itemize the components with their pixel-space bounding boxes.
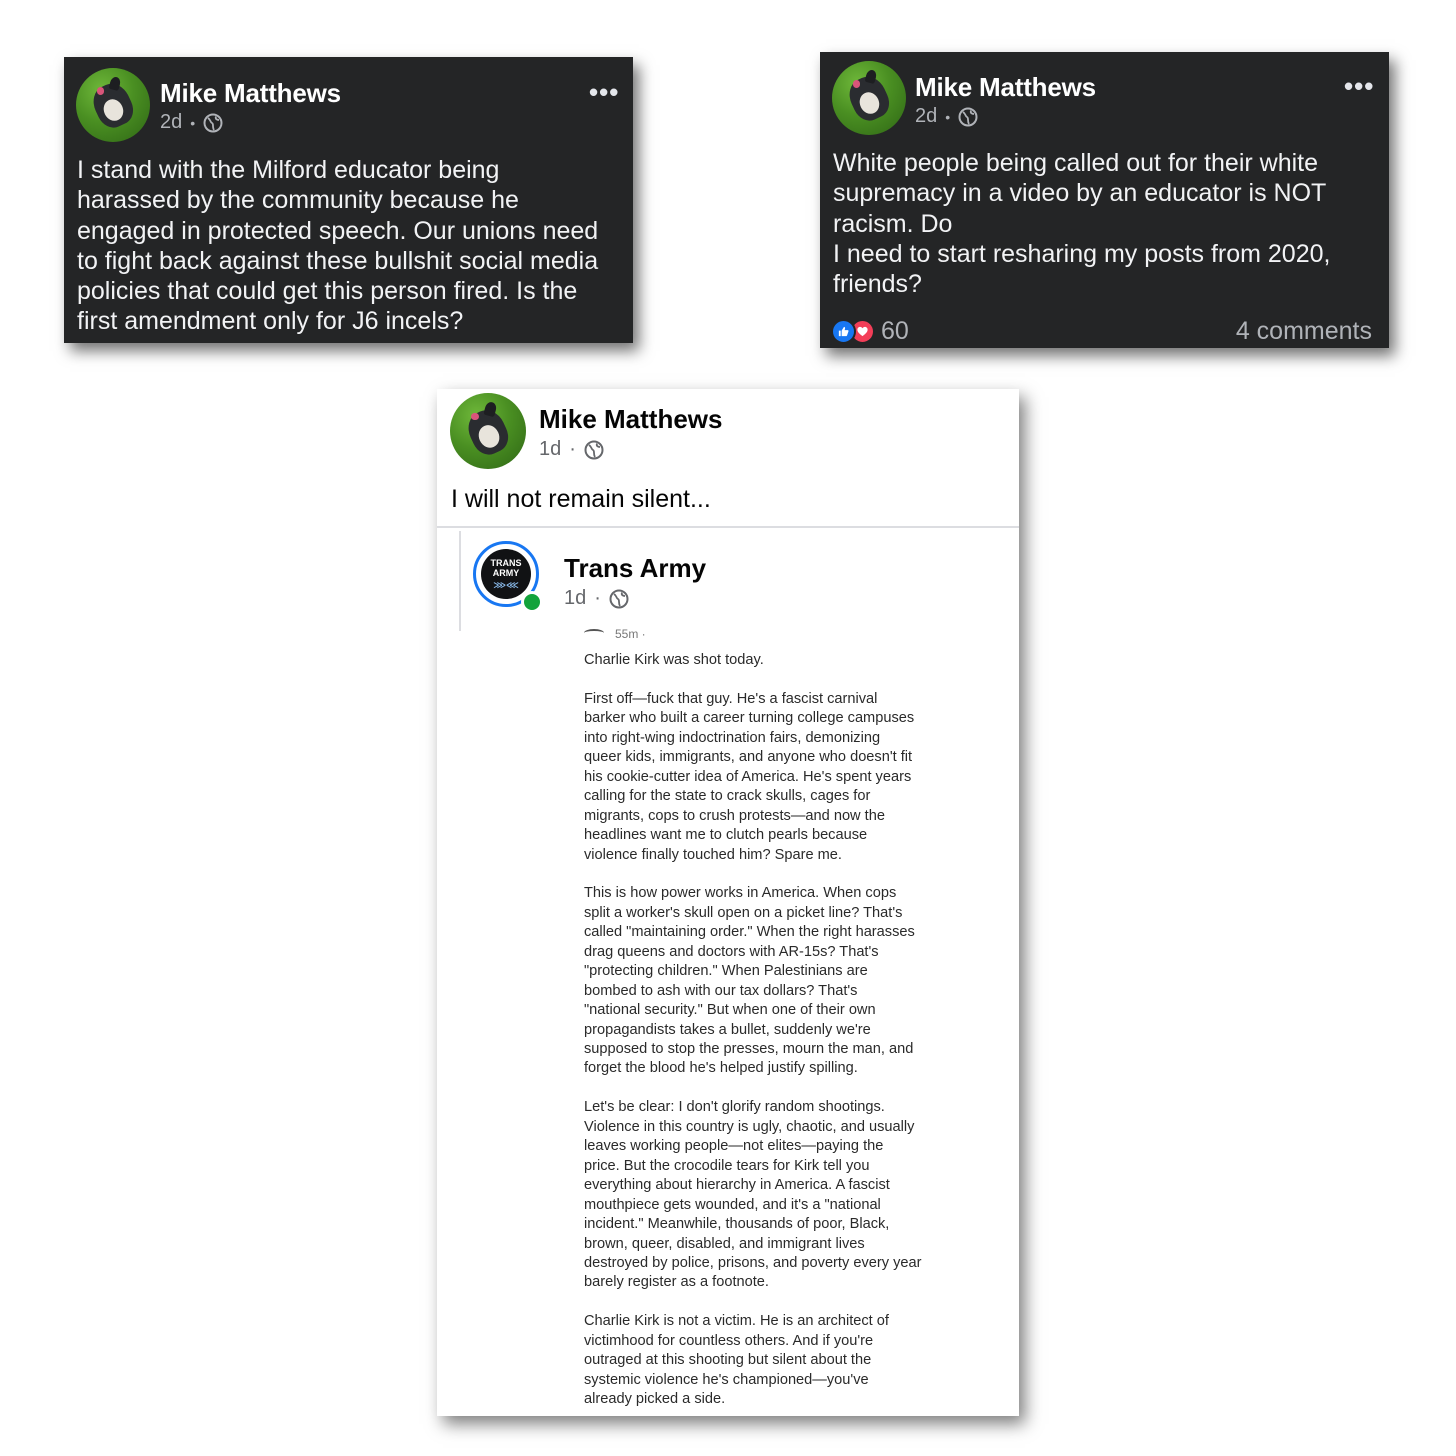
author-avatar[interactable] (450, 393, 526, 469)
more-options-icon[interactable]: ••• (1344, 71, 1375, 101)
essay-paragraph: This is how power works in America. When cops split a worker's skull open on a picket line? That's called "maintaining order." When the right harasses drag queens and doctors with AR-15s? That's "protecting children." When Palestinians are bombed to ash with our tax dollars? That's "national security." But when one of their own propagandists takes a bullet, suddenly we're supposed to stop the presses, mourn the man, and forget the blood he's helped justify spilling. (584, 885, 915, 1077)
globe-icon (203, 113, 223, 133)
post-text: White people being called out for their white supremacy in a video by an educator is NOT racism. Do I need to start resharing my posts from 2020, friends? (833, 149, 1331, 299)
more-options-icon[interactable]: ••• (589, 77, 620, 107)
essay-paragraph: First off—fuck that guy. He's a fascist carnival barker who built a career turning college campuses into right-wing indoctrination fairs, demonizing queer kids, immigrants, and anyone who doesn't fit his cookie-cutter idea of America. He's spent years calling for the state to crack skulls, cages for migrants, cops to crush protests—and now the headlines want me to clutch pearls because violence finally touched him? Spare me. (584, 690, 915, 863)
dog-tongue (97, 87, 104, 94)
meta-separator: • (190, 114, 196, 131)
shared-page-name[interactable]: Trans Army (564, 553, 707, 583)
globe-icon (609, 589, 629, 609)
post-text: I stand with the Milford educator being harassed by the community because he engaged in protected speech. Our unions need to fight back against these bullshit social media policies that could get this person fired. Is the first amendment only for J6 incels? (77, 156, 599, 336)
post-time[interactable]: 1d (539, 438, 562, 460)
meta-separator: · (569, 438, 576, 460)
logo-text-line2: ARMY (492, 568, 520, 578)
dog-tongue (471, 413, 479, 421)
comments-link[interactable]: 4 comments (1235, 317, 1372, 345)
author-avatar[interactable] (832, 61, 906, 135)
author-name[interactable]: Mike Matthews (539, 404, 723, 434)
post-time[interactable]: 2d (915, 105, 938, 127)
shared-post-meta (564, 587, 629, 610)
author-name[interactable]: Mike Matthews (915, 72, 1096, 102)
essay-paragraph: Charlie Kirk was shot today. (584, 652, 764, 668)
essay-paragraph: Let's be clear: I don't glorify random shootings. Violence in this country is ugly, chaotic, and usually leaves working people—not elites—paying the price. But the crocodile tears for Kirk tell you everything about hierarchy in America. A fascist mouthpiece gets wounded, and it's a "national incident." Meanwhile, thousands of poor, Black, brown, queer, disabled, and immigrant lives destroyed by police, prisons, and poverty every year barely register as a footnote. (584, 1099, 922, 1291)
post-time[interactable]: 2d (160, 111, 183, 133)
post-card-3 (437, 389, 1019, 1416)
logo-text-line1: TRANS (490, 558, 522, 568)
author-name[interactable]: Mike Matthews (160, 78, 341, 108)
shared-post-time[interactable]: 1d (564, 587, 587, 609)
reactions-summary[interactable] (831, 317, 909, 346)
globe-icon (958, 107, 978, 127)
globe-icon (584, 440, 604, 460)
meta-separator: • (945, 108, 951, 125)
post-meta (160, 111, 223, 134)
post-text: I will not remain silent... (451, 485, 711, 513)
post-card-2 (820, 52, 1389, 348)
screenshot-essay (584, 651, 944, 1416)
divider (437, 526, 1019, 528)
reaction-count: 60 (881, 317, 909, 345)
cropped-avatar-edge (584, 629, 604, 637)
author-avatar[interactable] (76, 68, 150, 142)
post-meta (539, 438, 604, 461)
online-status-icon (521, 591, 543, 613)
trans-army-logo (481, 549, 531, 599)
post-meta (915, 105, 978, 128)
wings-icon: ⋙⋘ (493, 580, 519, 590)
like-reaction-icon (831, 319, 856, 344)
dog-tongue (853, 80, 860, 87)
screenshot-meta: 55m · (615, 627, 646, 641)
shared-post-border (459, 531, 461, 631)
essay-paragraph: Charlie Kirk is not a victim. He is an architect of victimhood for countless others. And if you're outraged at this shooting but silent about the systemic violence he's championed—you've already picked a side. (584, 1313, 889, 1408)
meta-separator: · (594, 587, 601, 609)
post-card-1 (64, 57, 633, 343)
